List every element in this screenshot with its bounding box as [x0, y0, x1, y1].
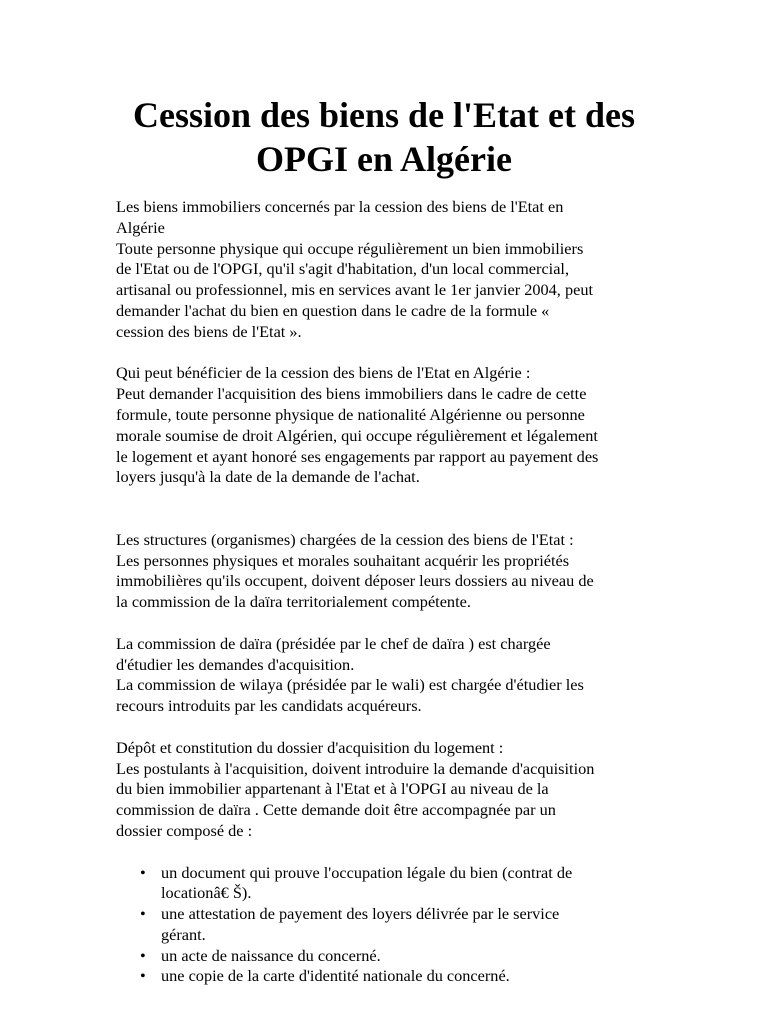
text-line: dossier composé de :	[116, 820, 253, 840]
text-line: recours introduits par les candidats acquéreurs.	[116, 696, 422, 716]
paragraph-spacer	[116, 343, 676, 364]
list-item	[116, 946, 676, 967]
text-line: de l'Etat ou de l'OPGI, qu'il s'agit d'habitation, d'un local commercial,	[116, 259, 570, 279]
list-item-line: une copie de la carte d'identité nationale du concerné.	[161, 966, 510, 986]
text-line: Algérie	[116, 217, 165, 237]
text-line: Les personnes physiques et morales souhaitant acquérir les propriétés	[116, 550, 570, 570]
text-line: cession des biens de l'Etat ».	[116, 321, 302, 341]
dossier-requirements-list	[116, 863, 676, 988]
paragraph-beneficiaires	[116, 363, 676, 488]
text-line: Les structures (organismes) chargées de la cession des biens de l'Etat :	[116, 529, 574, 549]
list-item	[116, 966, 676, 987]
text-line: La commission de wilaya (présidée par le wali) est chargée d'étudier les	[116, 675, 584, 695]
bullet-icon: •	[140, 904, 146, 924]
paragraph-spacer	[116, 717, 676, 738]
text-line: formule, toute personne physique de nationalité Algérienne ou personne	[116, 404, 585, 424]
title-line: Cession des biens de l'Etat et des	[132, 95, 636, 135]
list-item-line: locationâ€ Š).	[161, 883, 252, 903]
list-item	[116, 904, 676, 946]
paragraph-spacer	[116, 842, 676, 863]
text-line: le logement et ayant honoré ses engagements par rapport au payement des	[116, 446, 599, 466]
text-line: d'étudier les demandes d'acquisition.	[116, 654, 355, 674]
text-line: Peut demander l'acquisition des biens immobiliers dans le cadre de cette	[116, 384, 587, 404]
text-line: Les postulants à l'acquisition, doivent introduire la demande d'acquisition	[116, 758, 595, 778]
text-line: La commission de daïra (présidée par le chef de daïra ) est chargée	[116, 633, 551, 653]
list-item	[116, 863, 676, 905]
list-item-line: une attestation de payement des loyers délivrée par le service	[161, 904, 560, 924]
text-line: morale soumise de droit Algérien, qui occupe régulièrement et légalement	[116, 425, 598, 445]
text-line: du bien immobilier appartenant à l'Etat et à l'OPGI au niveau de la	[116, 779, 549, 799]
document-body	[116, 197, 676, 987]
text-line: commission de daïra . Cette demande doit être accompagnée par un	[116, 800, 556, 820]
text-line: Dépôt et constitution du dossier d'acquisition du logement :	[116, 737, 504, 757]
text-line: la commission de la daïra territorialement compétente.	[116, 592, 471, 612]
title-line: OPGI en Algérie	[256, 139, 512, 179]
bullet-icon: •	[140, 862, 146, 882]
list-item-line: un acte de naissance du concerné.	[161, 945, 381, 965]
bullet-icon: •	[140, 966, 146, 986]
text-line: loyers jusqu'à la date de la demande de l'achat.	[116, 467, 420, 487]
paragraph-spacer	[116, 613, 676, 634]
list-item-line: gérant.	[161, 924, 206, 944]
paragraph-depot-dossier	[116, 738, 676, 842]
paragraph-spacer	[116, 488, 676, 530]
text-line: Les biens immobiliers concernés par la cession des biens de l'Etat en	[116, 197, 564, 216]
paragraph-structures	[116, 530, 676, 613]
text-line: artisanal ou professionnel, mis en services avant le 1er janvier 2004, peut	[116, 280, 593, 300]
bullet-icon: •	[140, 945, 146, 965]
text-line: demander l'achat du bien en question dans le cadre de la formule «	[116, 300, 550, 320]
document-title	[80, 93, 688, 181]
paragraph-commissions	[116, 634, 676, 717]
text-line: immobilières qu'ils occupent, doivent déposer leurs dossiers au niveau de	[116, 571, 594, 591]
text-line: Toute personne physique qui occupe régulièrement un bien immobiliers	[116, 238, 584, 258]
paragraph-cession-biens	[116, 197, 676, 343]
list-item-line: un document qui prouve l'occupation légale du bien (contrat de	[161, 862, 573, 882]
text-line: Qui peut bénéficier de la cession des biens de l'Etat en Algérie :	[116, 363, 531, 383]
